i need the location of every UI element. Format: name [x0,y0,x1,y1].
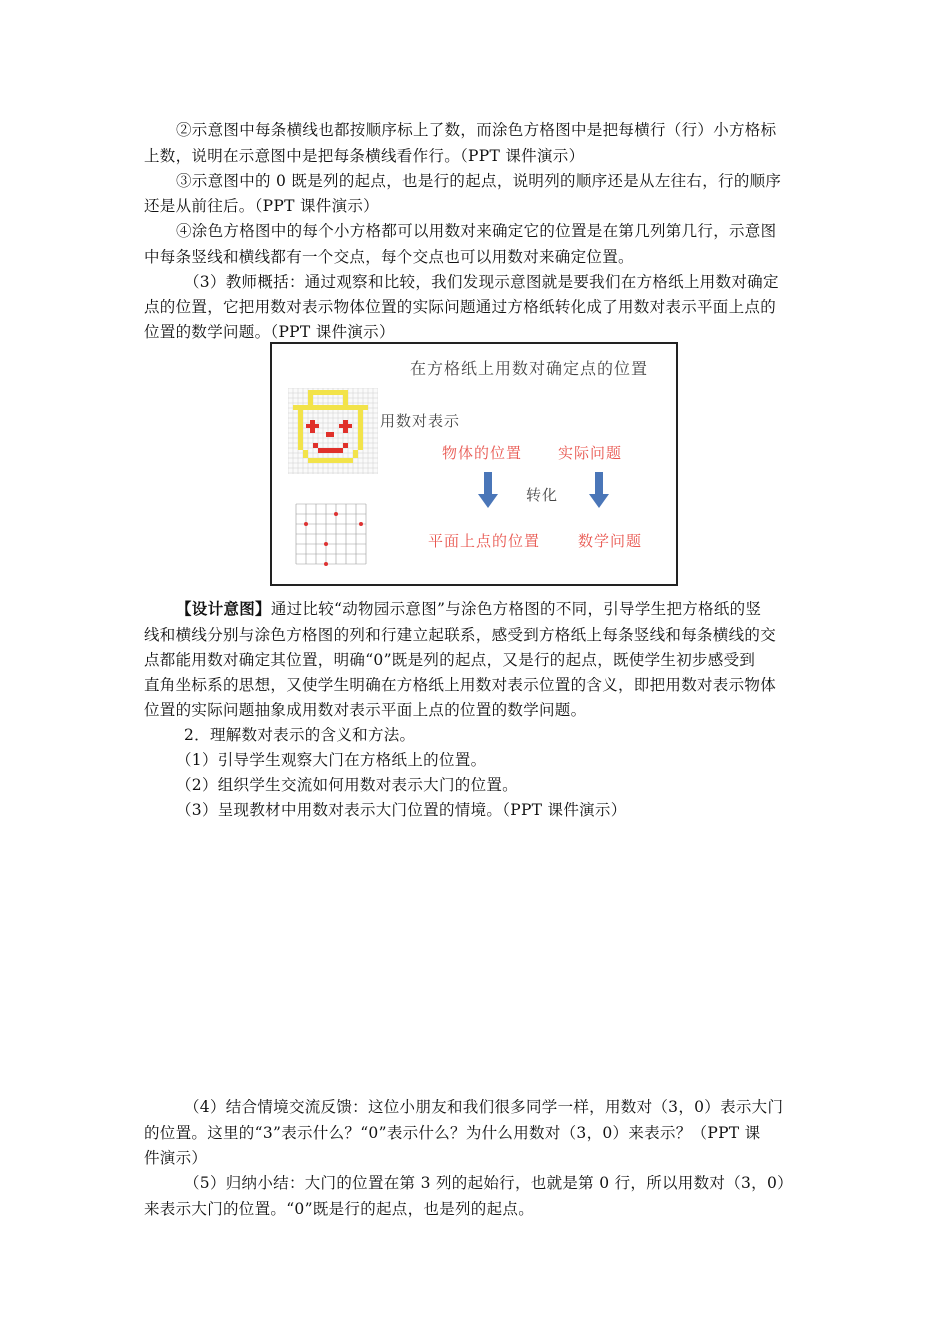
section-2-item5-line1: （5）归纳小结：大门的位置在第 3 列的起始行，也就是第 0 行，所以用数对（3，0） [184,1174,793,1192]
p4-line3: 位置的数学问题。（PPT 课件演示） [144,323,395,341]
design-line4: 直角坐标系的思想，又使学生明确在方格纸上用数对表示位置的含义，即把用数对表示物体 [144,676,777,694]
design-line5: 位置的实际问题抽象成用数对表示平面上点的位置的数学问题。 [144,701,587,719]
slide-object-position: 物体的位置 [442,444,523,462]
design-line2: 线和横线分别与涂色方格图的列和行建立起联系，感受到方格纸上每条竖线和每条横线的交 [144,626,777,644]
p3-line2: 中每条竖线和横线都有一个交点，每个交点也可以用数对来确定位置。 [144,248,634,266]
down-arrow-icon [481,472,495,512]
p2-line1: ③示意图中的 0 既是列的起点，也是行的起点，说明列的顺序还是从左往右，行的顺序 [176,172,782,190]
slide-represent-label: 用数对表示 [380,412,461,430]
section-2-item4-line2: 的位置。这里的“3”表示什么？“0”表示什么？为什么用数对（3，0）来表示？（PPT 课 [144,1124,761,1142]
down-arrow-icon [592,472,606,512]
p4-line2: 点的位置，它把用数对表示物体位置的实际问题通过方格纸转化成了用数对表示平面上点的 [144,298,777,316]
p4-line1: （3）教师概括：通过观察和比较，我们发现示意图就是要我们在方格纸上用数对确定 [184,273,779,291]
section-2-item4-line1: （4）结合情境交流反馈：这位小朋友和我们很多同学一样，用数对（3，0）表示大门 [184,1098,784,1116]
section-2-item3: （3）呈现教材中用数对表示大门位置的情境。（PPT 课件演示） [176,801,627,819]
section-2-item1: （1）引导学生观察大门在方格纸上的位置。 [176,751,487,769]
design-line1 [176,596,840,622]
section-2-item2: （2）组织学生交流如何用数对表示大门的位置。 [176,776,518,794]
design-line1-rest: 通过比较“动物园示意图”与涂色方格图的不同，引导学生把方格纸的竖 [270,600,762,618]
p2-line2: 还是从前往后。（PPT 课件演示） [144,197,379,215]
section-2-item5-line2: 来表示大门的位置。“0”既是行的起点，也是列的起点。 [144,1200,535,1218]
p1-line1: ②示意图中每条横线也都按顺序标上了数，而涂色方格图中是把每横行（行）小方格标 [176,121,777,139]
section-2-heading: 2．理解数对表示的含义和方法。 [184,726,416,744]
ppt-slide-image [270,342,678,586]
slide-title: 在方格纸上用数对确定点的位置 [410,359,649,378]
slide-math-problem: 数学问题 [578,532,643,550]
slide-plane-point: 平面上点的位置 [428,532,541,550]
zoo-grid-picture [286,494,382,574]
section-2-item4-line3: 件演示） [144,1149,208,1167]
slide-real-problem: 实际问题 [558,444,623,462]
design-bold-lead: 【设计意图】 [176,599,271,618]
grid-face-picture [288,388,378,474]
p1-line2: 上数，说明在示意图中是把每条横线看作行。（PPT 课件演示） [144,147,585,165]
slide-transform-label: 转化 [526,486,559,504]
design-line3: 点都能用数对确定其位置，明确“0”既是列的起点，又是行的起点，既使学生初步感受到 [144,651,756,669]
p3-line1: ④涂色方格图中的每个小方格都可以用数对来确定它的位置是在第几列第几行，示意图 [176,222,777,240]
